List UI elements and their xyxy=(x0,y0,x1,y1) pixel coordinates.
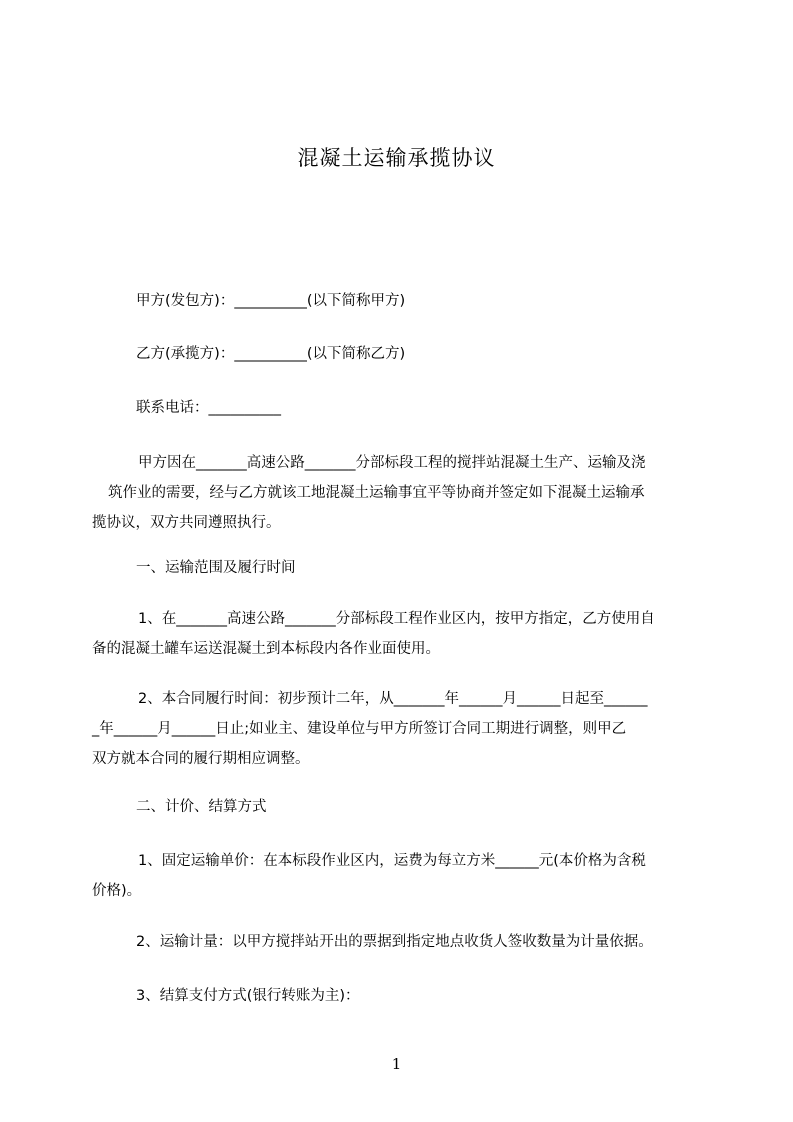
clause-1-1-line-2: 备的混凝土罐车运送混凝土到本标段内各作业面使用。 xyxy=(92,641,440,657)
phone-line: 联系电话：__________ xyxy=(136,400,281,416)
clause-2-1 xyxy=(92,846,711,906)
clause-1-2-line-3: 双方就本合同的履行期相应调整。 xyxy=(92,751,310,767)
clause-1-2-line-1: 2、本合同履行时间：初步预计二年，从_______年______月______日起至______ xyxy=(138,691,648,707)
intro-paragraph xyxy=(92,448,711,538)
clause-2-2: 2、运输计量：以甲方搅拌站开出的票据到指定地点收货人签收数量为计量依据。 xyxy=(136,934,653,950)
page-number: 1 xyxy=(391,1055,402,1073)
party-a-line: 甲方(发包方)：__________(以下简称甲方) xyxy=(136,293,406,309)
clause-1-2-line-2: _年______月______日止;如业主、建设单位与甲方所签订合同工期进行调整，则甲乙 xyxy=(92,721,627,737)
intro-line-2: 筑作业的需要，经与乙方就该工地混凝土运输事宜平等协商并签定如下混凝土运输承 xyxy=(108,485,645,501)
clause-1-1 xyxy=(92,604,711,664)
document-title: 混凝土运输承揽协议 xyxy=(297,146,496,170)
intro-line-3: 揽协议，双方共同遵照执行。 xyxy=(92,515,281,531)
intro-line-1: 甲方因在_______高速公路_______分部标段工程的搅拌站混凝土生产、运输及浇 xyxy=(138,455,646,471)
clause-2-1-line-2: 价格)。 xyxy=(92,883,142,899)
clause-2-1-line-1: 1、固定运输单价：在本标段作业区内，运费为每立方米______元(本价格为含税 xyxy=(138,853,646,869)
section-1-heading: 一、运输范围及履行时间 xyxy=(136,560,296,576)
clause-1-1-line-1: 1、在_______高速公路_______分部标段工程作业区内，按甲方指定，乙方使用自 xyxy=(138,611,655,627)
section-2-heading: 二、计价、结算方式 xyxy=(136,799,267,815)
clause-2-3: 3、结算支付方式(银行转账为主)： xyxy=(136,988,360,1004)
clause-1-2 xyxy=(92,684,711,774)
party-b-line: 乙方(承揽方)：__________(以下简称乙方) xyxy=(136,346,406,362)
